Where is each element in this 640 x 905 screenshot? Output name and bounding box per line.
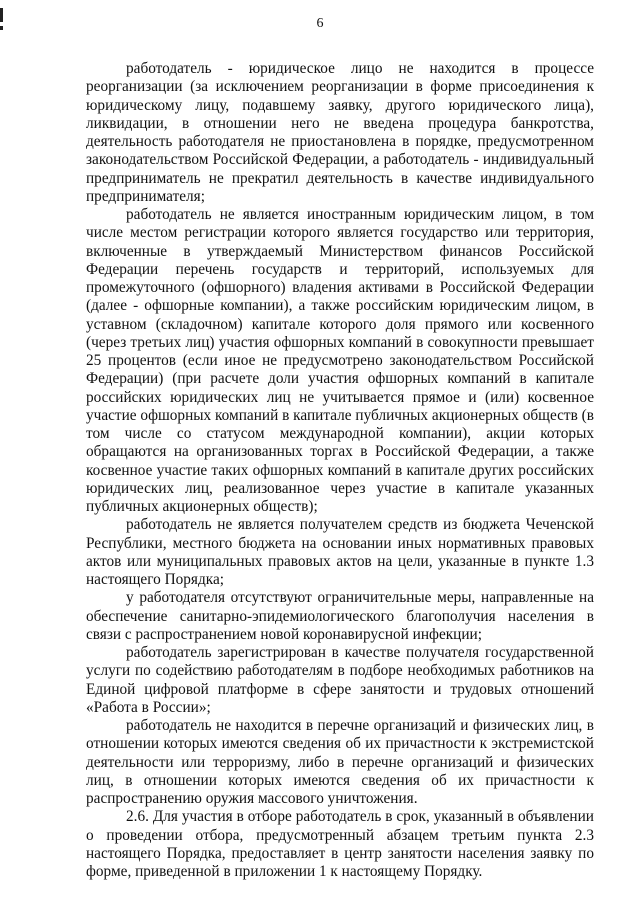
paragraph-budget-recipient: работодатель не является получателем средств из бюджета Чеченской Республики, местного бюджета на основании иных нормативных правовых актов или муниципальных правовых актов на цели, указанные в пункте 1.3 настоящего Порядка; [86,516,594,588]
paragraph-sanitary-restrictions: у работодателя отсутствуют ограничительные меры, направленные на обеспечение санитарно-эпидемиологического благополучия населения в связи с распространением новой коронавирусной инфекции; [86,589,594,643]
paragraph-application-2-6: 2.6. Для участия в отборе работодатель в срок, указанный в объявлении о проведении отбора, предусмотренный абзацем третьим пункта 2.3 настоящего Порядка, предоставляет в центр занятости населения заявку по форме, приведенной в приложении 1 к настоящему Порядку. [86,808,594,880]
paragraph-employer-reorganization: работодатель - юридическое лицо не находится в процессе реорганизации (за исключением реорганизации в форме присоединения к юридическому лицу, подавшему заявку, другого юридического лица), ликвидации, в отношении него не введена процедура банкротства, деятельность работодателя не приостановлена в порядке, предусмотренном законодательством Российской Федерации, а работодатель - индивидуальный предприниматель не прекратил деятельность в качестве индивидуального предпринимателя; [86,60,594,205]
paragraph-job-platform-registration: работодатель зарегистрирован в качестве получателя государственной услуги по содействию работодателям в подборе необходимых работников на Единой цифровой платформе в сфере занятости и трудовых отношений «Работа в России»; [86,644,594,716]
document-body [86,60,594,881]
paragraph-offshore-companies: работодатель не является иностранным юридическим лицом, в том числе местом регистрации которого является государство или территория, включенные в утверждаемый Министерством финансов Российской Федерации перечень государств и территорий, используемых для промежуточного (офшорного) владения активами в Российской Федерации (далее - офшорные компании), а также российским юридическим лицом, в уставном (складочном) капитале которого доля прямого или косвенного (через третьих лиц) участия офшорных компаний в совокупности превышает 25 процентов (если иное не предусмотрено законодательством Российской Федерации) (при расчете доли участия офшорных компаний в капитале российских юридических лиц не учитывается прямое и (или) косвенное участие офшорных компаний в капитале публичных акционерных обществ (в том числе со статусом международной компании), акции которых обращаются на организованных торгах в Российской Федерации, а также косвенное участие таких офшорных компаний в капитале других российских юридических лиц, реализованное через участие в капитале указанных публичных акционерных обществ); [86,206,594,515]
paragraph-extremism-list: работодатель не находится в перечне организаций и физических лиц, в отношении которых имеются сведения об их причастности к экстремистской деятельности или терроризму, либо в перечне организаций и физических лиц, в отношении которых имеются сведения об их причастности к распространению оружия массового уничтожения. [86,717,594,807]
page-number: 6 [316,16,324,31]
